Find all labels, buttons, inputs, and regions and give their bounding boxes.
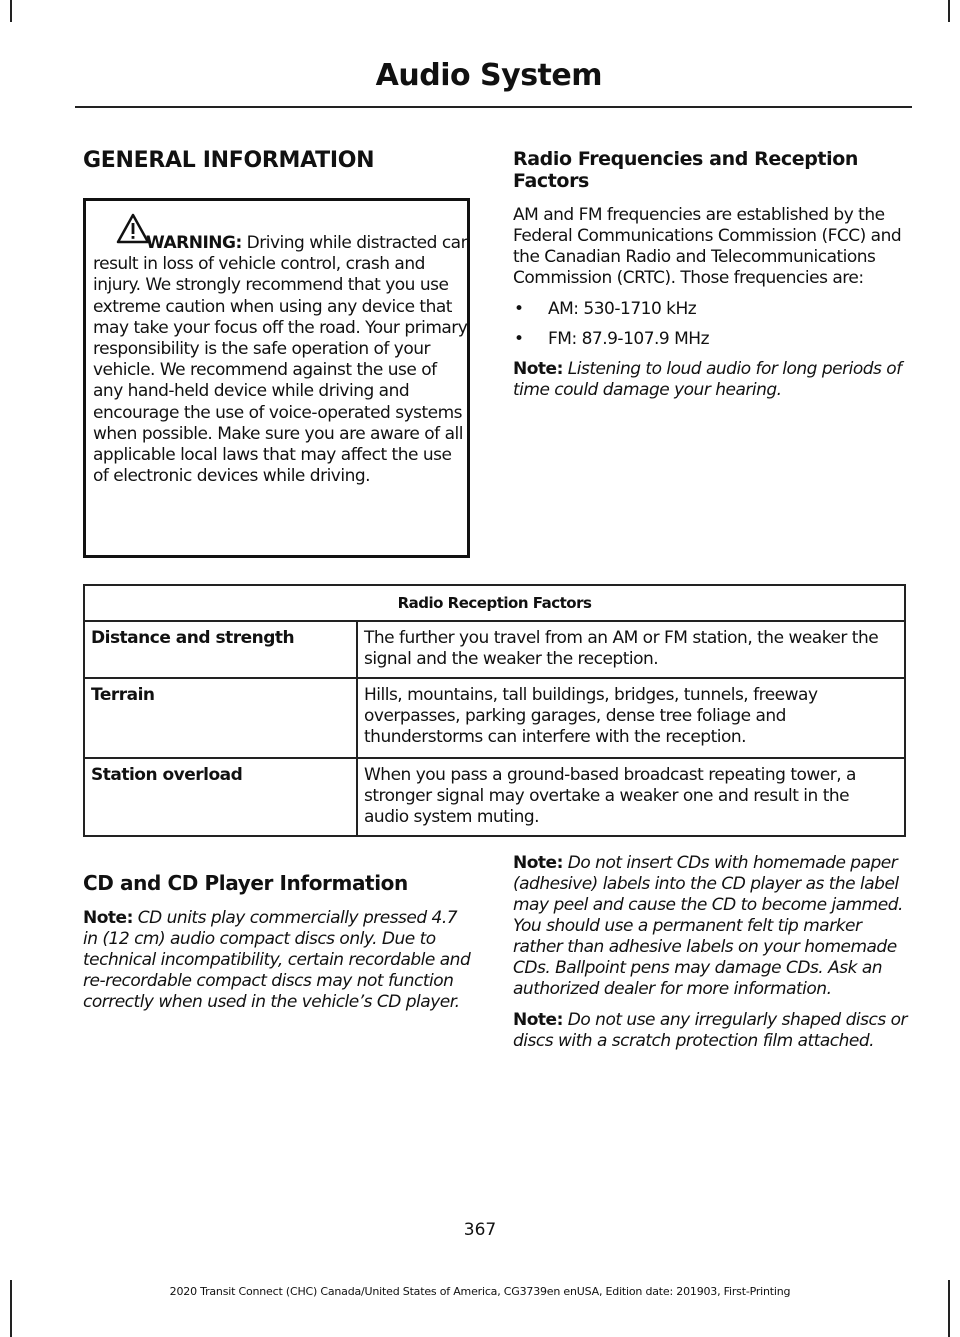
page-number: 367 xyxy=(463,1220,497,1240)
description-cell: When you pass a ground-based broadcast repeating tower, a stronger signal may overtake a weaker one and result in the audio system muting. xyxy=(357,758,905,836)
cd-note-1 xyxy=(83,908,473,1013)
note-text: Do not insert CDs with homemade paper (adhesive) labels into the CD player as the label may peel and cause the CD to become jammed. You should use a permanent felt tip marker rather than adhesive labels on your homemade CDs. Ballpoint pens may damage CDs. Ask an authorized dealer for more information. xyxy=(513,853,903,999)
radio-frequencies-heading: Radio Frequencies and Reception Factors xyxy=(513,148,858,192)
bullet: • xyxy=(514,299,524,319)
cd-left-column xyxy=(83,872,473,1013)
note-label: Note: xyxy=(513,853,563,873)
cd-note-3 xyxy=(513,1010,909,1052)
table-row xyxy=(84,758,905,836)
hearing-note xyxy=(513,359,909,401)
note-text: Do not use any irregularly shaped discs or discs with a scratch protection film attached. xyxy=(513,1010,907,1051)
cd-heading: CD and CD Player Information xyxy=(83,871,408,895)
general-information-heading: GENERAL INFORMATION xyxy=(83,148,375,173)
frequency-am: AM: 530-1710 kHz xyxy=(548,299,697,319)
bullet: • xyxy=(514,329,524,349)
left-column xyxy=(83,148,473,173)
description-cell: Hills, mountains, tall buildings, bridges, tunnels, freeway overpasses, parking garages, dense tree foliage and thunderstorms can interfere with the reception. xyxy=(357,678,905,758)
warning-text xyxy=(93,233,471,487)
factor-cell: Terrain xyxy=(84,678,357,758)
note-label: Note: xyxy=(513,359,563,379)
crop-mark-top-right xyxy=(948,0,950,22)
warning-body: Driving while distracted can result in loss of vehicle control, crash and injury. We strongly recommend that you use extreme caution when using any device that may take your focus off the road. Your primary responsibility is the safe operation of your vehicle. We recommend against the use of any hand-held device while driving and encourage the use of voice-operated systems when possible. Make sure you are aware of all applicable local laws that may affect the use of electronic devices while driving. xyxy=(93,233,471,487)
frequency-list xyxy=(513,299,909,350)
crop-mark-top-left xyxy=(10,0,12,22)
cd-note-2 xyxy=(513,853,909,1000)
note-text: CD units play commercially pressed 4.7 in (12 cm) audio compact discs only. Due to technical incompatibility, certain recordable and re-recordable compact discs may not function correctly when used in the vehicle’s CD player. xyxy=(83,908,471,1012)
note-text: Listening to loud audio for long periods of time could damage your hearing. xyxy=(513,359,902,400)
radio-intro: AM and FM frequencies are established by the Federal Communications Commission (FCC) and the Canadian Radio and Telecommunications Commission (CRTC). Those frequencies are: xyxy=(513,205,902,288)
edition-footer: 2020 Transit Connect (CHC) Canada/United States of America, CG3739en enUSA, Edition date: 201903, First-Printing xyxy=(169,1285,791,1298)
warning-box xyxy=(83,198,470,558)
list-item xyxy=(513,299,909,320)
header-divider xyxy=(75,106,912,108)
list-item xyxy=(513,329,909,350)
cd-right-column xyxy=(513,853,909,1052)
table-row xyxy=(84,678,905,758)
page-header-title: Audio System xyxy=(375,58,602,93)
note-label: Note: xyxy=(83,908,133,928)
factor-cell: Station overload xyxy=(84,758,357,836)
table-header-row xyxy=(84,585,905,621)
frequency-fm: FM: 87.9-107.9 MHz xyxy=(548,329,710,349)
table-row xyxy=(84,621,905,678)
description-cell: The further you travel from an AM or FM station, the weaker the signal and the weaker the reception. xyxy=(357,621,905,678)
right-column xyxy=(513,148,909,401)
table-caption: Radio Reception Factors xyxy=(84,585,905,621)
radio-reception-table xyxy=(83,584,906,837)
factor-cell: Distance and strength xyxy=(84,621,357,678)
note-label: Note: xyxy=(513,1010,563,1030)
warning-label: WARNING: xyxy=(146,233,242,253)
